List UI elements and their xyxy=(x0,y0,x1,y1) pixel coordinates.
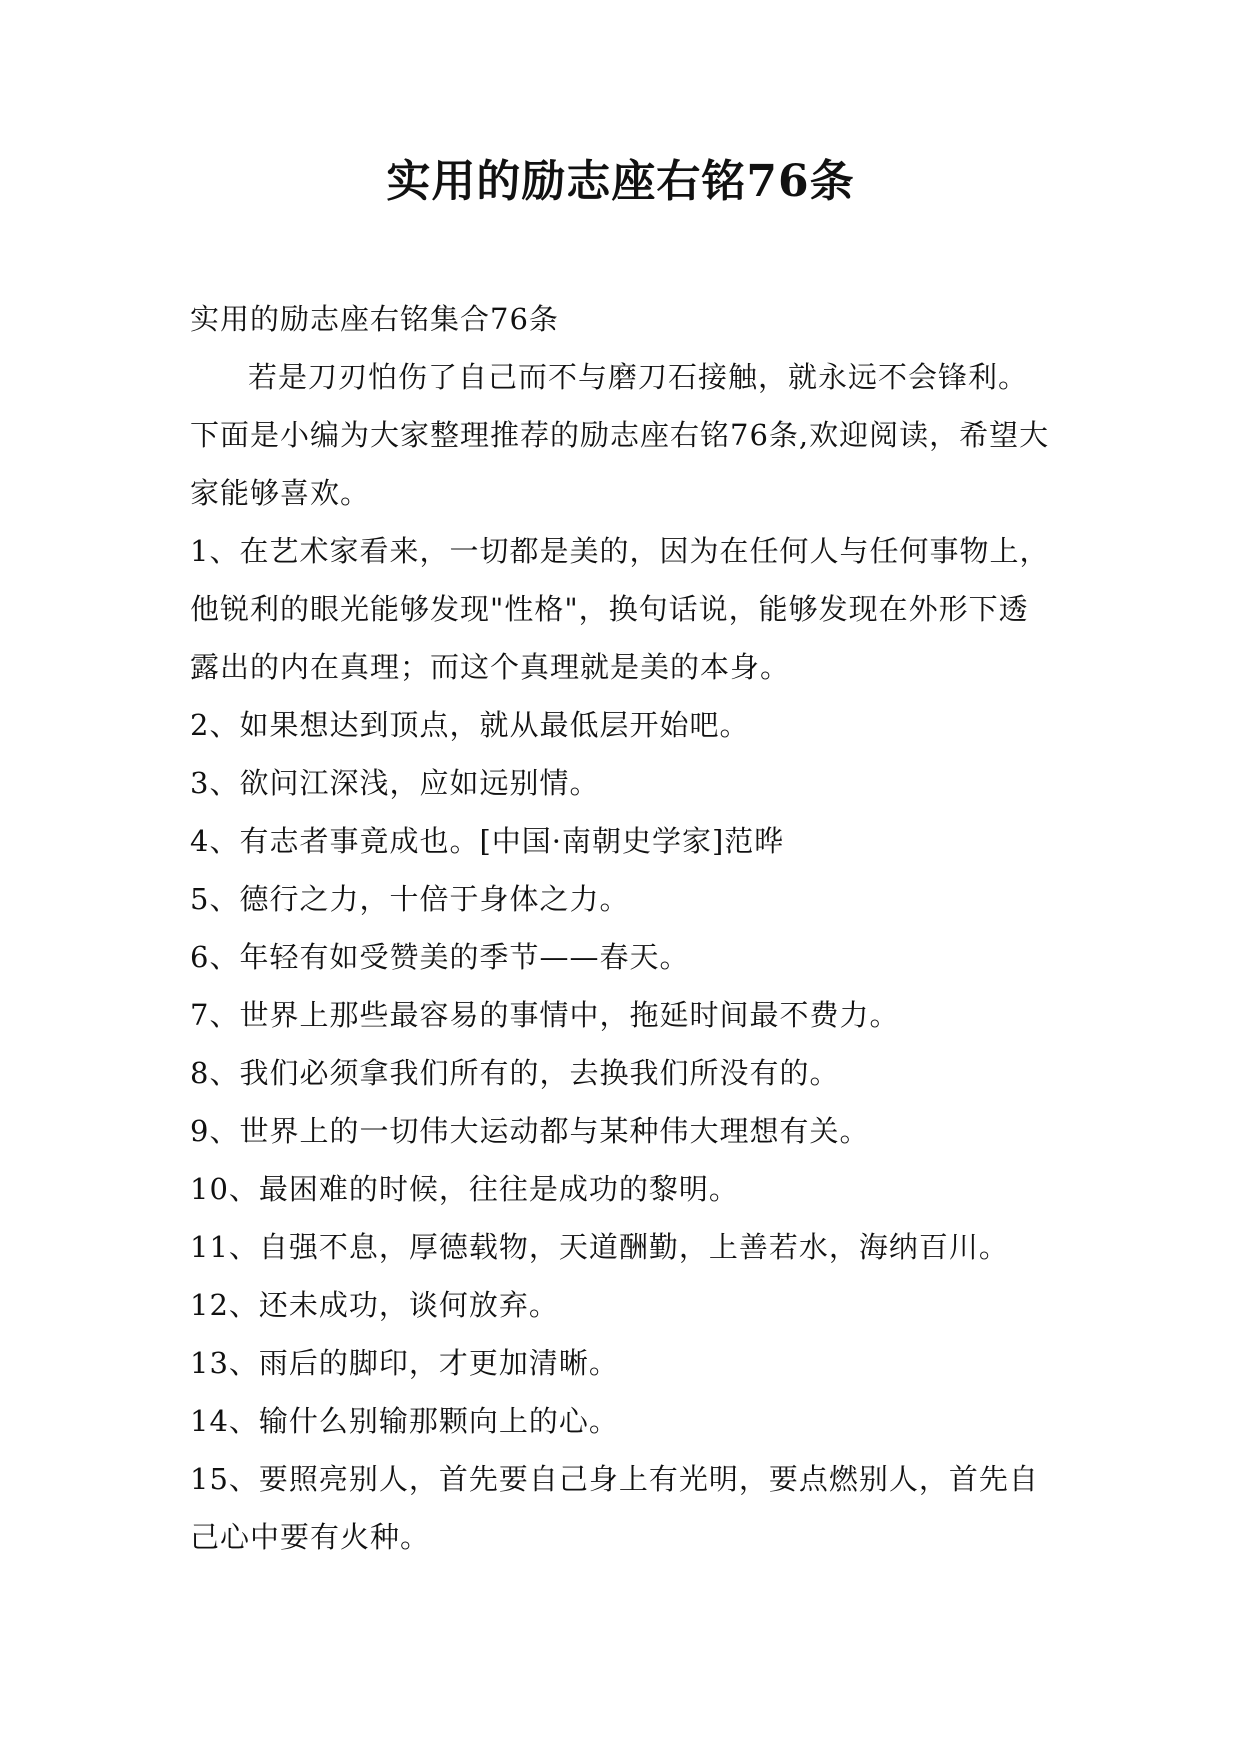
list-item: 4、有志者事竟成也。[中国·南朝史学家]范晔 xyxy=(190,824,785,858)
list-item: 6、年轻有如受赞美的季节——春天。 xyxy=(190,940,690,974)
list-item: 7、世界上那些最容易的事情中，拖延时间最不费力。 xyxy=(190,998,900,1032)
document-subtitle: 实用的励志座右铭集合76条 xyxy=(190,302,559,336)
intro-paragraph: 若是刀刃怕伤了自己而不与磨刀石接触，就永远不会锋利。下面是小编为大家整理推荐的励志座右铭76条,欢迎阅读，希望大家能够喜欢。 xyxy=(190,360,1050,510)
list-item: 14、输什么别输那颗向上的心。 xyxy=(190,1404,619,1438)
list-item: 1、在艺术家看来，一切都是美的，因为在任何人与任何事物上，他锐利的眼光能够发现"性格"，换句话说，能够发现在外形下透露出的内在真理；而这个真理就是美的本身。 xyxy=(190,534,1050,684)
list-item: 11、自强不息，厚德载物，天道酬勤，上善若水，海纳百川。 xyxy=(190,1230,1009,1264)
list-item: 8、我们必须拿我们所有的，去换我们所没有的。 xyxy=(190,1056,840,1090)
list-item: 15、要照亮别人，首先要自己身上有光明，要点燃别人，首先自己心中要有火种。 xyxy=(190,1462,1039,1554)
document-title: 实用的励志座右铭76条 xyxy=(386,156,855,207)
list-item: 12、还未成功，谈何放弃。 xyxy=(190,1288,559,1322)
list-item: 2、如果想达到顶点，就从最低层开始吧。 xyxy=(190,708,750,742)
document-body xyxy=(190,290,1051,1566)
list-item: 10、最困难的时候，往往是成功的黎明。 xyxy=(190,1172,739,1206)
list-item: 13、雨后的脚印，才更加清晰。 xyxy=(190,1346,619,1380)
list-item: 5、德行之力，十倍于身体之力。 xyxy=(190,882,630,916)
list-item: 3、欲问江深浅，应如远别情。 xyxy=(190,766,600,800)
list-item: 9、世界上的一切伟大运动都与某种伟大理想有关。 xyxy=(190,1114,870,1148)
